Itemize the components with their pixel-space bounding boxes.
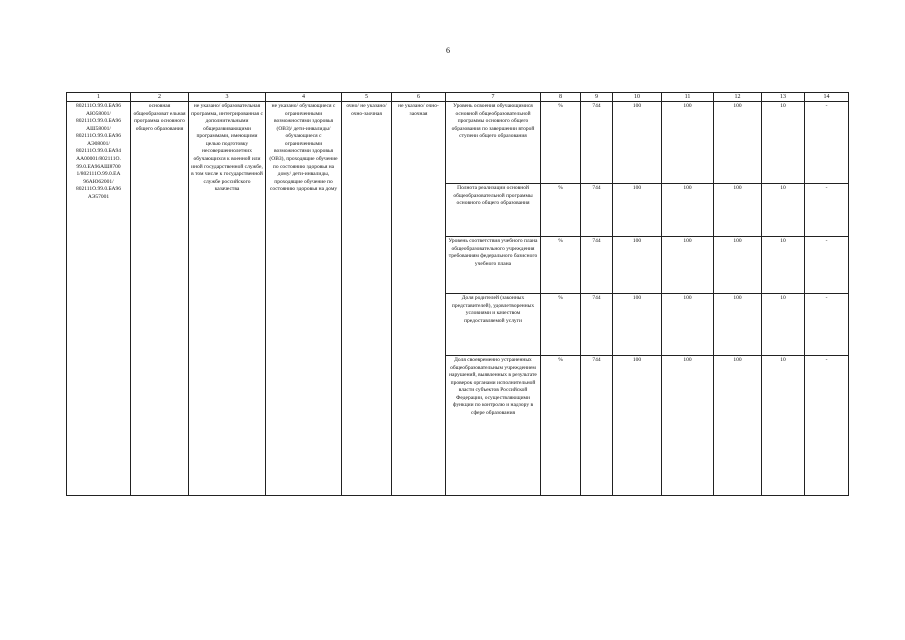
value-cell: 10	[762, 237, 805, 294]
unit-cell: %	[541, 294, 581, 356]
value-cell: 100	[613, 356, 662, 496]
program-type-cell: не указано/ образовательная программа, интегрированная с дополнительными общеразвивающими программами, имеющими целью подготовку несовершеннолетних обучающихся к военной или иной государственной службе, в том числе к государственной службе российского казачества	[189, 102, 266, 496]
indicator-name-cell: Доля своевременно устраненных общеобразовательным учреждением нарушений, выявленных в результате проверок органами исполнительной власти субъектов Российской Федерации, осуществляющими функции по контролю и надзору в сфере образования	[446, 356, 541, 496]
column-number: 3	[189, 93, 266, 102]
okei-code-cell: 744	[581, 294, 613, 356]
column-number: 12	[714, 93, 762, 102]
student-category-cell: не указано/ обучающиеся с ограниченными возможностями здоровья (ОВЗ)/ дети-инвалиды/обучающиеся с ограниченными возможностями здоровья (ОВЗ), проходящие обучение по состоянию здоровья на дому/ дети-инвалиды, проходящие обучение по состоянию здоровья на дому	[266, 102, 342, 496]
value-cell: -	[805, 102, 849, 184]
value-cell: -	[805, 294, 849, 356]
study-form-alt-cell: не указано/ очно-заочная	[392, 102, 446, 496]
value-cell: 10	[762, 294, 805, 356]
indicator-name-cell: Доля родителей (законных представителей), удовлетворенных условиями и качеством предоставляемой услуги	[446, 294, 541, 356]
unit-cell: %	[541, 237, 581, 294]
registry-code-cell: 802111О.99.0.БА96 АЮ58001/ 802111О.99.0.БА96 АШ58001/ 802111О.99.0.БА96 АЭ08001/ 802111О.99.0.БА94 АА00001/802111О. 99.0.ЕА96АШ8700 1/802111О.99.0.ЕА 96АЮ62001/ 802111О.99.0.БА96 АЭ57001	[67, 102, 131, 496]
study-form-cell: очно/ не указано/ очно-заочная	[342, 102, 392, 496]
value-cell: 100	[714, 237, 762, 294]
value-cell: 100	[662, 356, 714, 496]
value-cell: 100	[714, 184, 762, 237]
value-cell: 100	[662, 294, 714, 356]
value-cell: 100	[714, 294, 762, 356]
value-cell: 10	[762, 102, 805, 184]
indicator-name-cell: Уровень соответствия учебного плана общеобразовательного учреждения требованиям федерального базисного учебного плана	[446, 237, 541, 294]
unit-cell: %	[541, 184, 581, 237]
column-number: 11	[662, 93, 714, 102]
column-number: 8	[541, 93, 581, 102]
value-cell: 100	[613, 237, 662, 294]
value-cell: 100	[714, 102, 762, 184]
column-number: 2	[131, 93, 189, 102]
value-cell: 100	[613, 184, 662, 237]
column-number: 14	[805, 93, 849, 102]
value-cell: 10	[762, 184, 805, 237]
page-number: 6	[446, 46, 450, 55]
okei-code-cell: 744	[581, 356, 613, 496]
column-number: 10	[613, 93, 662, 102]
indicator-name-cell: Полнота реализации основной общеобразовательной программы основного общего образования	[446, 184, 541, 237]
table-row	[67, 102, 849, 184]
value-cell: 100	[613, 102, 662, 184]
value-cell: 100	[662, 184, 714, 237]
service-quality-table	[66, 92, 849, 496]
column-number: 1	[67, 93, 131, 102]
value-cell: 10	[762, 356, 805, 496]
column-number: 7	[446, 93, 541, 102]
okei-code-cell: 744	[581, 102, 613, 184]
value-cell: -	[805, 356, 849, 496]
column-number: 13	[762, 93, 805, 102]
indicator-name-cell: Уровень освоения обучающимися основной общеобразовательной программы основного общего образования по завершении второй ступени общего образования	[446, 102, 541, 184]
value-cell: 100	[613, 294, 662, 356]
column-number: 6	[392, 93, 446, 102]
column-number: 5	[342, 93, 392, 102]
column-number: 4	[266, 93, 342, 102]
okei-code-cell: 744	[581, 237, 613, 294]
value-cell: -	[805, 184, 849, 237]
value-cell: 100	[662, 237, 714, 294]
program-cell: основная общеобразоват ельная программа основного общего образования	[131, 102, 189, 496]
unit-cell: %	[541, 356, 581, 496]
unit-cell: %	[541, 102, 581, 184]
value-cell: 100	[714, 356, 762, 496]
column-number: 9	[581, 93, 613, 102]
column-number-row	[67, 93, 849, 102]
okei-code-cell: 744	[581, 184, 613, 237]
value-cell: 100	[662, 102, 714, 184]
value-cell: -	[805, 237, 849, 294]
